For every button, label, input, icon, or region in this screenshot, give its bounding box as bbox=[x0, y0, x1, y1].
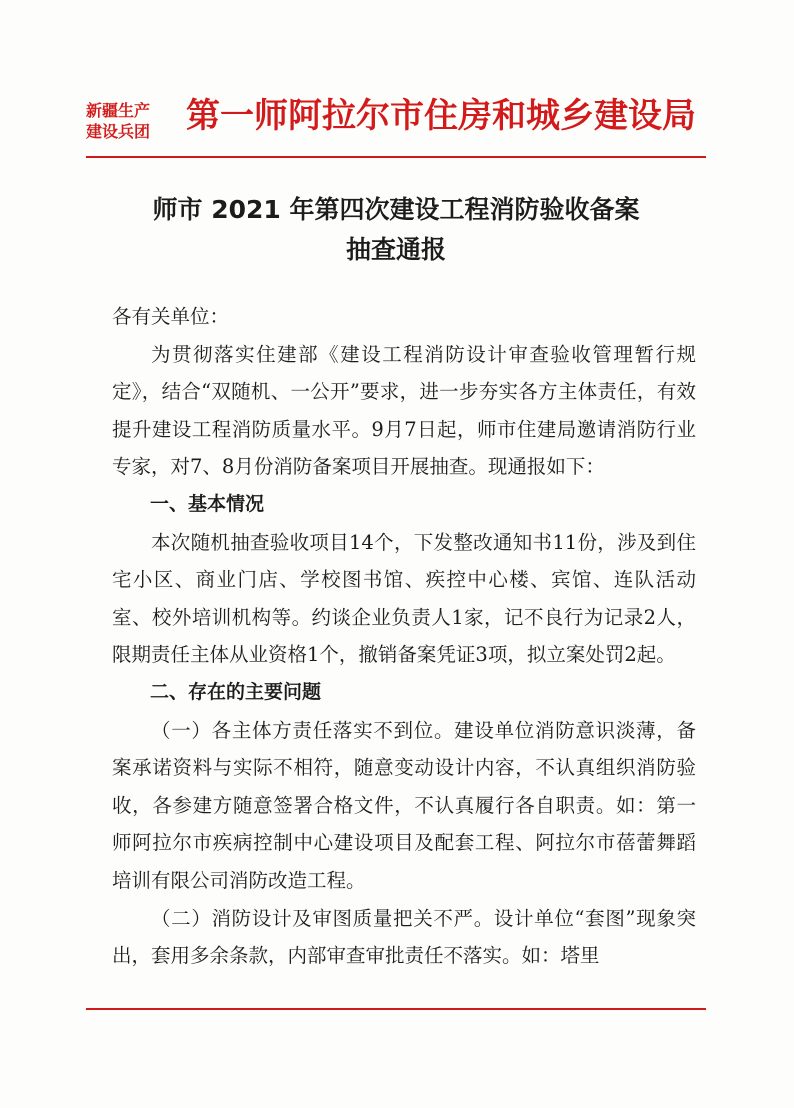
section1-paragraph: 本次随机抽查验收项目14个，下发整改通知书11份，涉及到住宅小区、商业门店、学校图书馆、疾控中心楼、宾馆、连队活动室、校外培训机构等。约谈企业负责人1家，记不良行为记录2人，限期责任主体从业资格1个，撤销备案凭证3项，拟立案处罚2起。 bbox=[112, 530, 696, 667]
section2-heading: 二、存在的主要问题 bbox=[150, 680, 322, 703]
document-title-line1: 师市 2021 年第四次建设工程消防验收备案 bbox=[152, 195, 640, 224]
section1-heading: 一、基本情况 bbox=[150, 492, 265, 515]
document-title-line2: 抽查通报 bbox=[345, 235, 446, 264]
letterhead-divider bbox=[86, 156, 706, 158]
document-body bbox=[112, 298, 696, 975]
letterhead-org-small-line2: 建设兵团 bbox=[86, 122, 151, 141]
document-title bbox=[86, 190, 706, 270]
footer-divider bbox=[86, 1008, 706, 1010]
section2-item2-paragraph: （二）消防设计及审图质量把关不严。设计单位“套图”现象突出，套用多余条款，内部审查审批责任不落实。如：塔里 bbox=[112, 906, 696, 968]
salutation: 各有关单位： bbox=[112, 305, 230, 328]
letterhead-title: 第一师阿拉尔市住房和城乡建设局 bbox=[186, 96, 696, 136]
letterhead-org-small bbox=[86, 100, 178, 142]
intro-paragraph: 为贯彻落实住建部《建设工程消防设计审查验收管理暂行规定》，结合“双随机、一公开”要求，进一步夯实各方主体责任，有效提升建设工程消防质量水平。9月7日起，师市住建局邀请消防行业专家，对7、8月份消防备案项目开展抽查。现通报如下： bbox=[112, 342, 696, 479]
letterhead bbox=[86, 92, 706, 152]
letterhead-org-small-line1: 新疆生产 bbox=[86, 101, 151, 120]
section2-item1-paragraph: （一）各主体方责任落实不到位。建设单位消防意识淡薄，备案承诺资料与实际不相符，随意变动设计内容，不认真组织消防验收，各参建方随意签署合格文件，不认真履行各自职责。如：第一师阿拉尔市疾病控制中心建设项目及配套工程、阿拉尔市蓓蕾舞蹈培训有限公司消防改造工程。 bbox=[112, 718, 696, 892]
